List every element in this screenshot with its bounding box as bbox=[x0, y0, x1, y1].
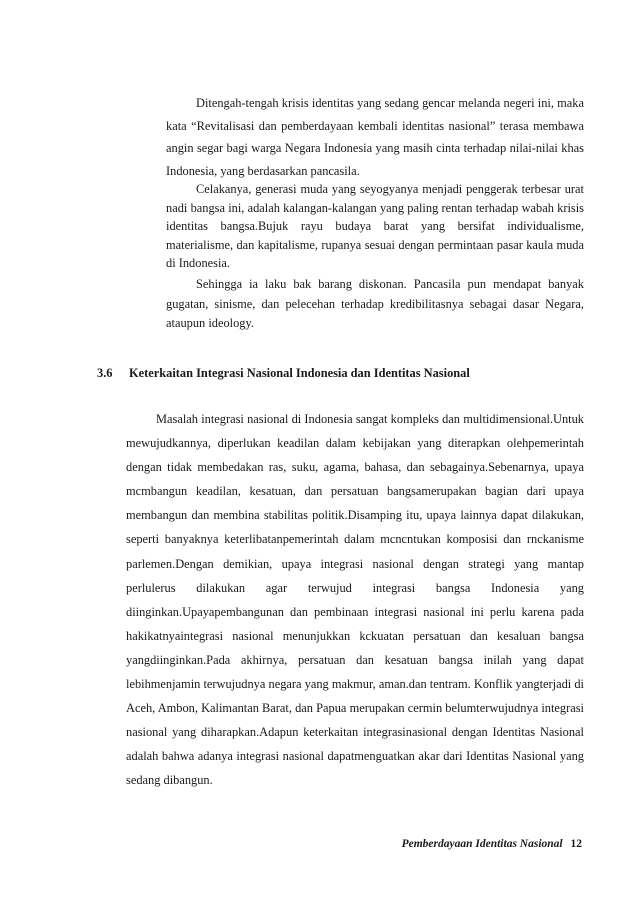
page-footer bbox=[402, 838, 582, 850]
body-paragraph: Celakanya, generasi muda yang seyogyanya menjadi penggerak terbesar urat nadi bangsa ini, adalah kalangan-kalangan yang paling rentan terhadap wabah krisis identitas bangsa.Bujuk rayu budaya barat yang bersifat individualisme, materialisme, dan kapitalisme, rupanya sesuai dengan permintaan pasar kaula muda di Indonesia. bbox=[166, 182, 584, 270]
footer-title: Pemberdayaan Identitas Nasional bbox=[401, 838, 563, 850]
section-number: 3.6 bbox=[97, 366, 113, 380]
section-heading bbox=[97, 366, 597, 381]
page-number: 12 bbox=[570, 838, 582, 850]
section-title: Keterkaitan Integrasi Nasional Indonesia dan Identitas Nasional bbox=[129, 366, 470, 380]
body-paragraph: Ditengah-tengah krisis identitas yang sedang gencar melanda negeri ini, maka kata “Revitalisasi dan pemberdayaan kembali identitas nasional” terasa membawa angin segar bagi warga Negara Indonesia yang masih cinta terhadap nilai-nilai khas Indonesia, yang berdasarkan pancasila. bbox=[166, 96, 584, 178]
body-paragraph: Sehingga ia laku bak barang diskonan. Pancasila pun mendapat banyak gugatan, sinisme, dan pelecehan terhadap kredibilitasnya sebagai dasar Negara, ataupun ideology. bbox=[166, 277, 584, 330]
section-paragraph: Masalah integrasi nasional di Indonesia sangat kompleks dan multidimensional.Untuk mewujudkannya, diperlukan keadilan dalam kebijakan yang diterapkan olehpemerintah dengan tidak membedakan ras, suku, agama, bahasa, dan sebagainya.Sebenarnya, upaya mcmbangun keadilan, kesatuan, dan persatuan bangsamerupakan bagian dari upaya membangun dan membina stabilitas politik.Disamping itu, upaya lainnya dapat dilakukan, seperti banyaknya keterlibatanpemerintah dalam mcncntukan komposisi dan rnckanisme parlemen.Dengan demikian, upaya integrasi nasional dengan strategi yang mantap perlulerus dilakukan agar terwujud integrasi bangsa Indonesia yang diinginkan.Upayapembangunan dan pembinaan integrasi nasional ini perlu karena pada hakikatnyaintegrasi nasional menunjukkan kckuatan persatuan dan kesaluan bangsa yangdiinginkan.Pada akhirnya, persatuan dan kesatuan bangsa inilah yang dapat lebihmenjamin terwujudnya negara yang makmur, aman.dan tentram. Konflik yangterjadi di Aceh, Ambon, Kalimantan Barat, dan Papua merupakan cermin belumterwujudnya integrasi nasional yang diharapkan.Adapun keterkaitan integrasinasional dengan Identitas Nasional adalah bahwa adanya integrasi nasional dapatmenguatkan akar dari Identitas Nasional yang sedang dibangun. bbox=[126, 412, 584, 788]
